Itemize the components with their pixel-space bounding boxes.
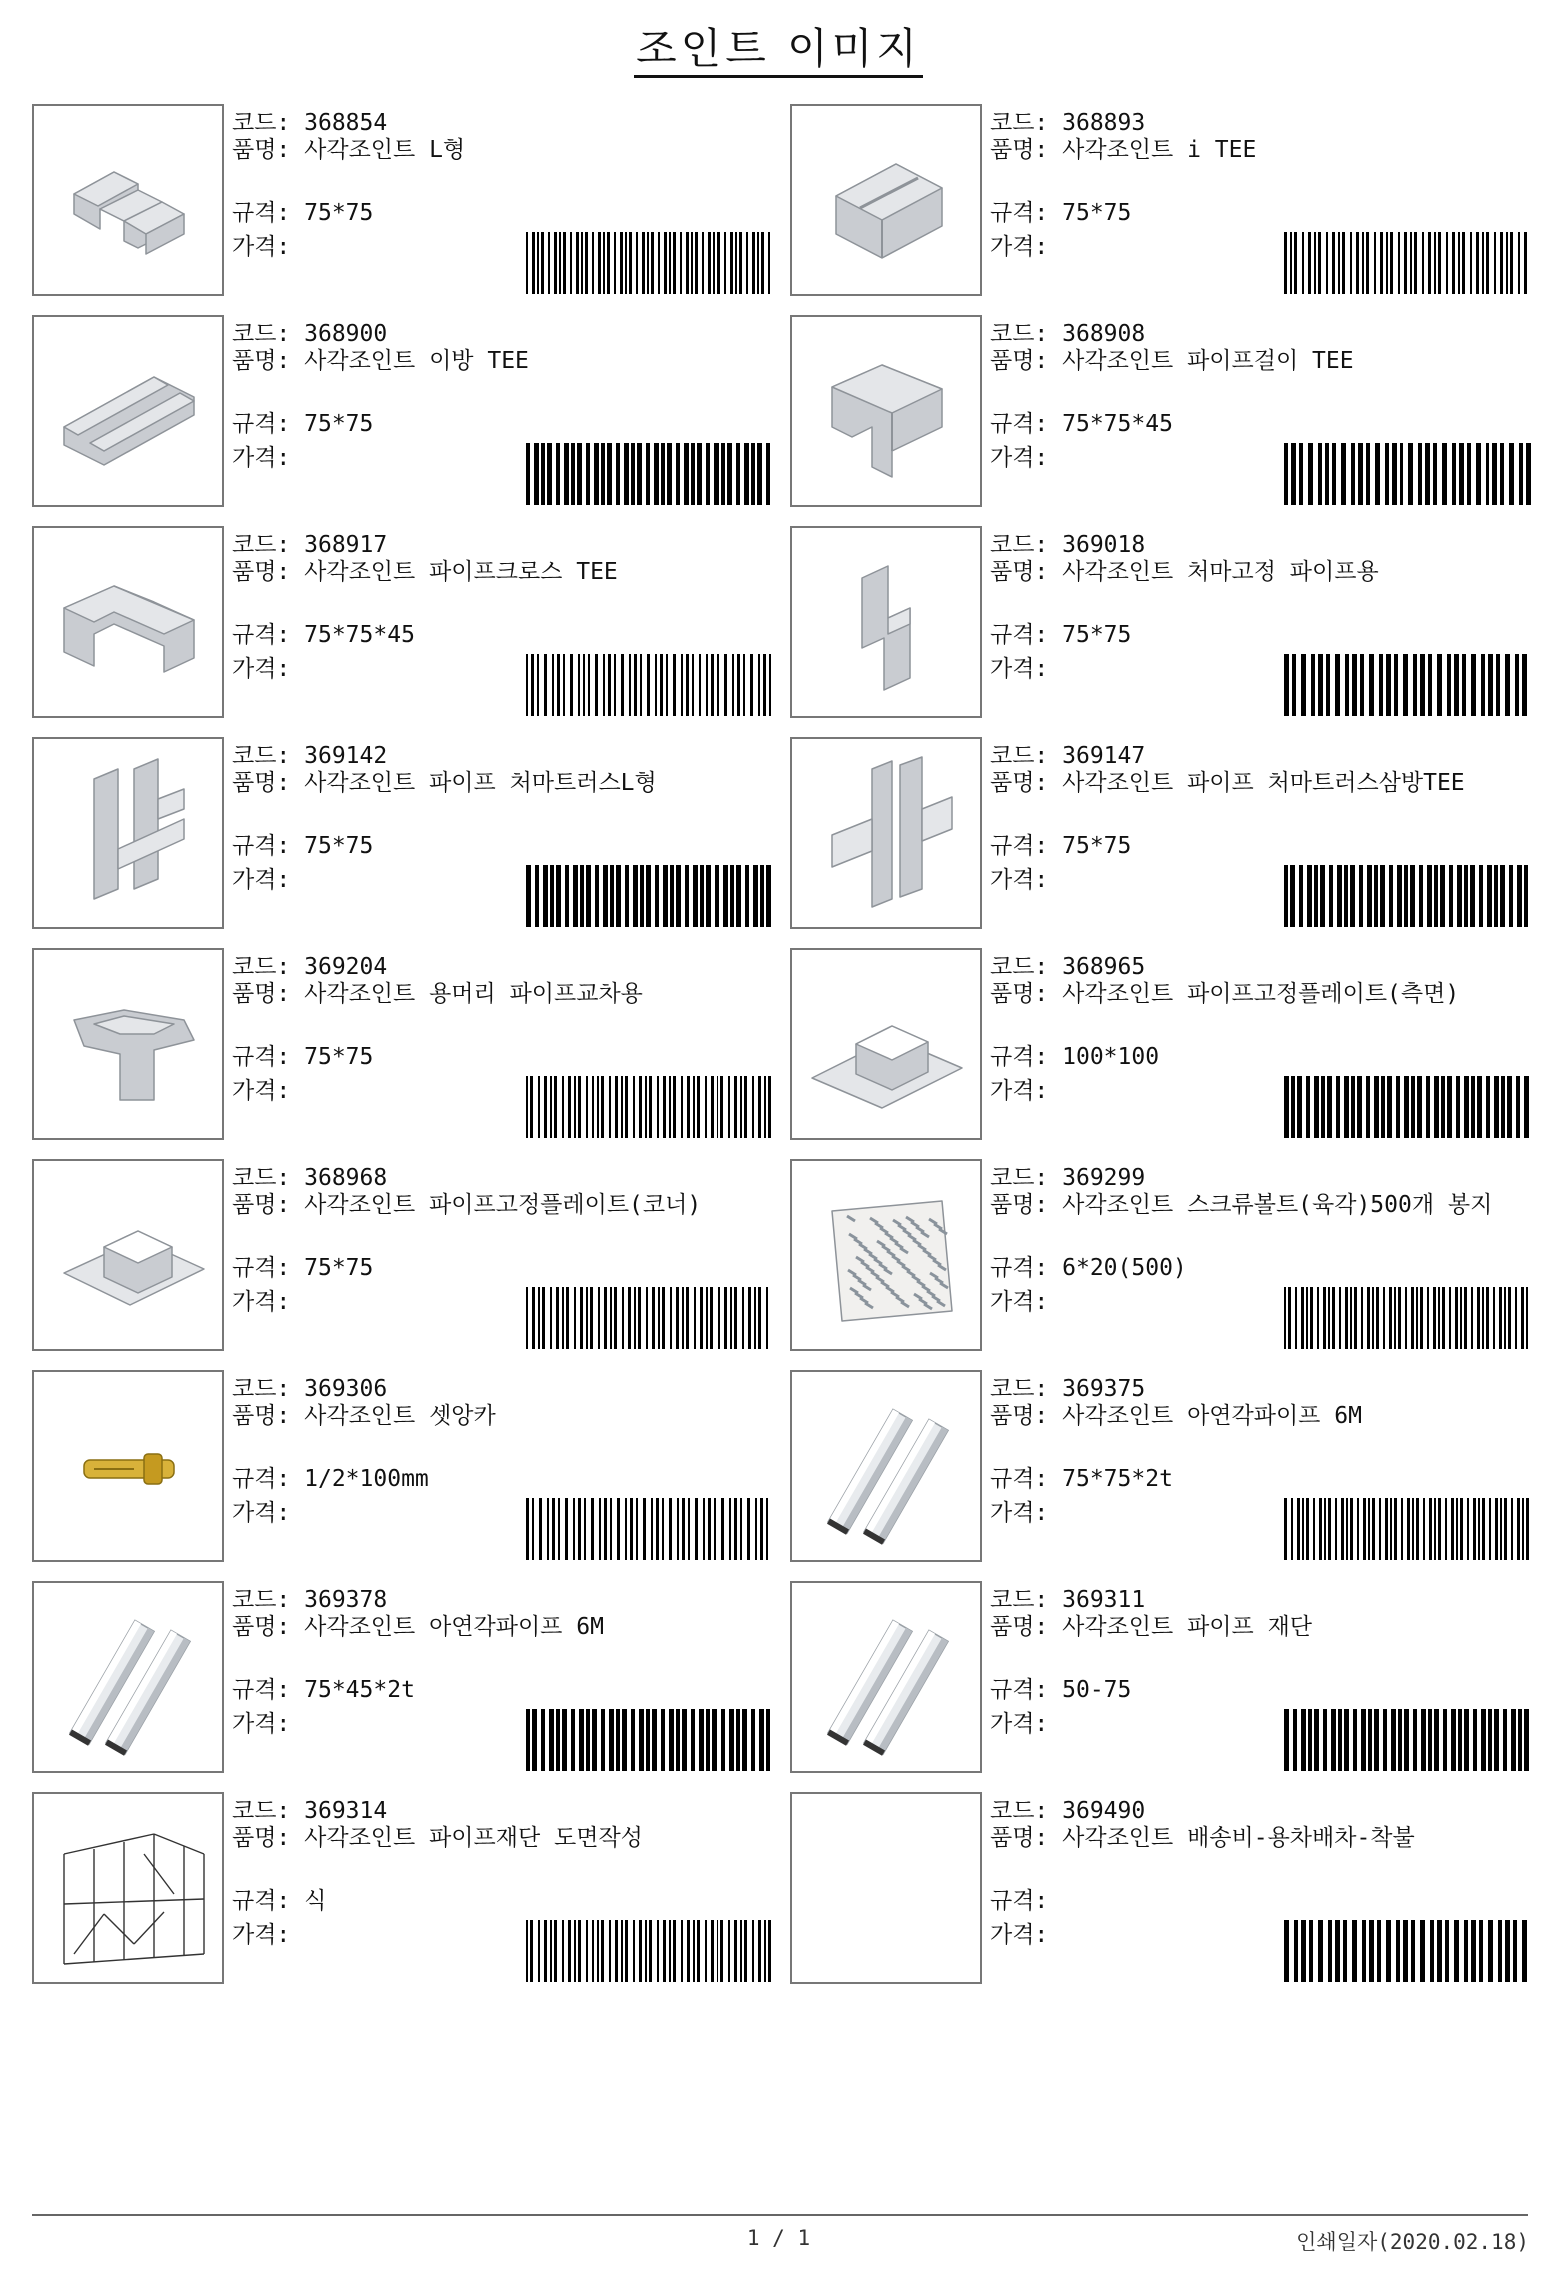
product-spec: 규격: 75*75: [990, 622, 1132, 648]
product-card: [32, 1581, 778, 1773]
product-price: 가격:: [232, 234, 291, 260]
product-name: 품명: 사각조인트 파이프 처마트러스삼방TEE: [990, 770, 1465, 796]
product-name: 품명: 사각조인트 파이프크로스 TEE: [232, 559, 618, 585]
ridge-cross-icon: [34, 950, 222, 1138]
product-code: 코드: 369299: [990, 1165, 1146, 1191]
product-code: 코드: 368908: [990, 321, 1146, 347]
product-code: 코드: 368893: [990, 110, 1146, 136]
barcode: [526, 1287, 776, 1349]
product-spec: 규격:: [990, 1888, 1049, 1914]
pipe-cross-tee-icon: [34, 528, 222, 716]
barcode: [526, 654, 776, 716]
product-price: 가격:: [990, 1078, 1049, 1104]
product-image: [32, 1581, 224, 1773]
barcode: [1284, 232, 1534, 294]
product-code: 코드: 369490: [990, 1798, 1146, 1824]
product-code: 코드: 369147: [990, 743, 1146, 769]
product-card: [790, 1792, 1536, 1984]
product-price: 가격:: [232, 1922, 291, 1948]
product-card: [790, 315, 1536, 507]
anchor-bolt-icon: [34, 1372, 222, 1560]
product-price: 가격:: [232, 656, 291, 682]
barcode: [1284, 865, 1534, 927]
square-pipe-icon: [792, 1583, 980, 1771]
product-code: 코드: 369311: [990, 1587, 1146, 1613]
product-name: 품명: 사각조인트 용머리 파이프교차용: [232, 981, 643, 1007]
product-code: 코드: 368900: [232, 321, 388, 347]
product-spec: 규격: 75*75*45: [990, 411, 1173, 437]
product-code: 코드: 369378: [232, 1587, 388, 1613]
print-date: 인쇄일자(2020.02.18): [1296, 2230, 1529, 2254]
product-name: 품명: 사각조인트 파이프재단 도면작성: [232, 1825, 643, 1851]
base-plate-corner-icon: [34, 1161, 222, 1349]
product-price: 가격:: [232, 445, 291, 471]
product-card: [32, 948, 778, 1140]
barcode: [526, 1920, 776, 1982]
product-code: 코드: 369018: [990, 532, 1146, 558]
product-name: 품명: 사각조인트 파이프 재단: [990, 1614, 1313, 1640]
pipe-hanger-tee-icon: [792, 317, 980, 505]
product-code: 코드: 368854: [232, 110, 388, 136]
product-spec: 규격: 식: [232, 1888, 327, 1914]
product-image: [790, 104, 982, 296]
product-image: [32, 1370, 224, 1562]
square-pipe-icon: [792, 1372, 980, 1560]
product-name: 품명: 사각조인트 파이프 처마트러스L형: [232, 770, 657, 796]
product-card: [790, 104, 1536, 296]
product-price: 가격:: [990, 445, 1049, 471]
product-spec: 규격: 100*100: [990, 1044, 1160, 1070]
barcode: [1284, 1076, 1534, 1138]
page-title: 조인트 이미지: [0, 16, 1557, 76]
product-image: [790, 737, 982, 929]
product-code: 코드: 369204: [232, 954, 388, 980]
product-image: [790, 1159, 982, 1351]
eave-truss-three-way-icon: [792, 739, 980, 927]
page-number: 1 / 1: [746, 2226, 811, 2250]
product-name: 품명: 사각조인트 파이프걸이 TEE: [990, 348, 1354, 374]
product-name: 품명: 사각조인트 처마고정 파이프용: [990, 559, 1379, 585]
product-name: 품명: 사각조인트 아연각파이프 6M: [232, 1614, 604, 1640]
product-image: [32, 315, 224, 507]
product-name: 품명: 사각조인트 아연각파이프 6M: [990, 1403, 1362, 1429]
barcode: [1284, 1709, 1534, 1771]
product-price: 가격:: [232, 1500, 291, 1526]
barcode: [1284, 1920, 1534, 1982]
product-image: [32, 1792, 224, 1984]
product-price: 가격:: [232, 1711, 291, 1737]
two-way-tee-icon: [34, 317, 222, 505]
product-image: [32, 526, 224, 718]
product-card: [32, 104, 778, 296]
product-card: [32, 315, 778, 507]
product-image: [790, 526, 982, 718]
barcode: [526, 1076, 776, 1138]
product-name: 품명: 사각조인트 이방 TEE: [232, 348, 529, 374]
i-tee-joint-icon: [792, 106, 980, 294]
product-image: [790, 1792, 982, 1984]
barcode: [526, 1709, 776, 1771]
product-card: [790, 1370, 1536, 1562]
product-name: 품명: 사각조인트 배송비-용차배차-착불: [990, 1825, 1415, 1851]
product-card: [32, 526, 778, 718]
barcode: [526, 232, 776, 294]
product-card: [32, 1370, 778, 1562]
product-spec: 규격: 75*75*2t: [990, 1466, 1173, 1492]
blank-image: [792, 1794, 980, 1982]
product-card: [32, 1159, 778, 1351]
product-spec: 규격: 50-75: [990, 1677, 1132, 1703]
product-price: 가격:: [990, 656, 1049, 682]
product-price: 가격:: [990, 1922, 1049, 1948]
product-price: 가격:: [990, 1500, 1049, 1526]
product-code: 코드: 368965: [990, 954, 1146, 980]
product-card: [790, 526, 1536, 718]
product-card: [790, 948, 1536, 1140]
product-code: 코드: 369142: [232, 743, 388, 769]
product-code: 코드: 368917: [232, 532, 388, 558]
product-image: [790, 948, 982, 1140]
product-code: 코드: 369375: [990, 1376, 1146, 1402]
base-plate-side-icon: [792, 950, 980, 1138]
barcode: [1284, 1498, 1534, 1560]
product-image: [790, 315, 982, 507]
product-code: 코드: 368968: [232, 1165, 388, 1191]
product-price: 가격:: [232, 867, 291, 893]
product-spec: 규격: 75*45*2t: [232, 1677, 415, 1703]
product-card: [790, 737, 1536, 929]
product-code: 코드: 369314: [232, 1798, 388, 1824]
barcode: [526, 1498, 776, 1560]
structure-drawing-icon: [34, 1794, 222, 1982]
product-card: [32, 1792, 778, 1984]
barcode: [1284, 1287, 1534, 1349]
screw-bag-icon: [792, 1161, 980, 1349]
product-price: 가격:: [990, 1289, 1049, 1315]
product-spec: 규격: 75*75: [990, 200, 1132, 226]
product-image: [790, 1370, 982, 1562]
product-image: [32, 104, 224, 296]
product-price: 가격:: [232, 1289, 291, 1315]
barcode: [526, 865, 776, 927]
product-spec: 규격: 75*75: [232, 1044, 374, 1070]
eave-truss-l-icon: [34, 739, 222, 927]
barcode: [526, 443, 776, 505]
product-name: 품명: 사각조인트 L형: [232, 137, 466, 163]
footer-divider: [32, 2214, 1528, 2216]
product-spec: 규격: 75*75: [232, 833, 374, 859]
product-spec: 규격: 1/2*100mm: [232, 1466, 429, 1492]
product-card: [32, 737, 778, 929]
product-card: [790, 1581, 1536, 1773]
product-image: [32, 737, 224, 929]
product-spec: 규격: 75*75: [232, 1255, 374, 1281]
product-code: 코드: 369306: [232, 1376, 388, 1402]
product-name: 품명: 사각조인트 파이프고정플레이트(측면): [990, 981, 1460, 1007]
l-joint-icon: [34, 106, 222, 294]
product-name: 품명: 사각조인트 스크류볼트(육각)500개 봉지: [990, 1192, 1493, 1218]
product-spec: 규격: 6*20(500): [990, 1255, 1187, 1281]
product-name: 품명: 사각조인트 파이프고정플레이트(코너): [232, 1192, 702, 1218]
product-name: 품명: 사각조인트 셋앙카: [232, 1403, 496, 1429]
product-spec: 규격: 75*75: [232, 200, 374, 226]
product-price: 가격:: [990, 1711, 1049, 1737]
square-pipe-icon: [34, 1583, 222, 1771]
product-price: 가격:: [990, 867, 1049, 893]
product-image: [32, 1159, 224, 1351]
product-name: 품명: 사각조인트 i TEE: [990, 137, 1257, 163]
eave-bracket-icon: [792, 528, 980, 716]
product-image: [32, 948, 224, 1140]
product-spec: 규격: 75*75*45: [232, 622, 415, 648]
barcode: [1284, 654, 1534, 716]
product-card: [790, 1159, 1536, 1351]
product-image: [790, 1581, 982, 1773]
product-spec: 규격: 75*75: [990, 833, 1132, 859]
product-spec: 규격: 75*75: [232, 411, 374, 437]
barcode: [1284, 443, 1534, 505]
product-price: 가격:: [990, 234, 1049, 260]
product-price: 가격:: [232, 1078, 291, 1104]
